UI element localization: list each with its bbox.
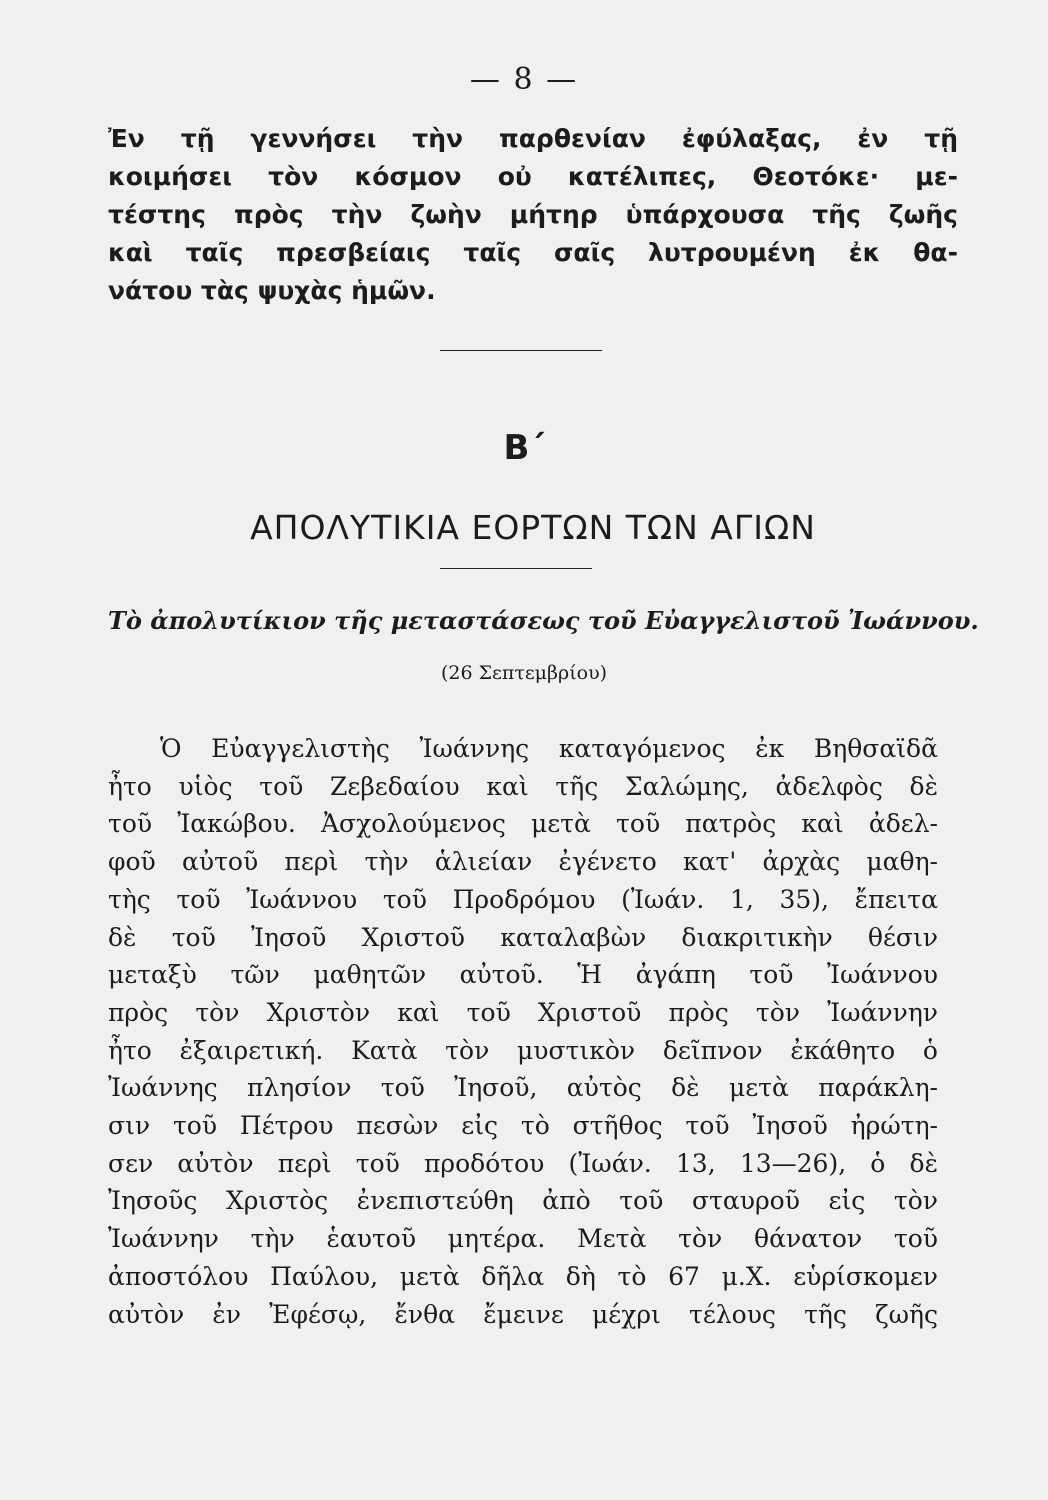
body-paragraph [108,730,938,1333]
divider-rule [440,350,602,351]
body-line: τοῦ Ἰακώβου. Ἀσχολούμενος μετὰ τοῦ πατρὸς καὶ ἀδελ- [108,809,938,839]
hymn-line: Ἐν τῇ γεννήσει τὴν παρθενίαν ἐφύλαξας, ἐν τῇ [108,124,958,153]
body-line: ἀποστόλου Παύλου, μετὰ δῆλα δὴ τὸ 67 μ.Χ. εὑρίσκομεν [108,1261,938,1291]
body-line: σιν τοῦ Πέτρου πεσὼν εἰς τὸ στῆθος τοῦ Ἰησοῦ ἠρώτη- [108,1111,938,1141]
body-line: ἦτο υἱὸς τοῦ Ζεβεδαίου καὶ τῆς Σαλώμης, ἀδελφὸς δὲ [108,771,938,801]
divider-rule [440,568,592,569]
body-line: ἦτο ἐξαιρετική. Κατὰ τὸν μυστικὸν δεῖπνον ἐκάθητο ὁ [108,1035,938,1065]
body-line: Ἰωάννην τὴν ἑαυτοῦ μητέρα. Μετὰ τὸν θάνατον τοῦ [108,1224,938,1254]
body-line: μεταξὺ τῶν μαθητῶν αὐτοῦ. Ἡ ἀγάπη τοῦ Ἰωάννου [108,960,938,990]
section-title: ΑΠΟΛΥΤΙΚΙΑ ΕΟΡΤΩΝ ΤΩΝ ΑΓΙΩΝ [250,508,816,547]
feast-date: (26 Σεπτεμβρίου) [440,662,608,684]
hymn-line: τέστης πρὸς τὴν ζωὴν μήτηρ ὑπάρχουσα τῆς ζωῆς [108,200,958,229]
body-line: δὲ τοῦ Ἰησοῦ Χριστοῦ καταλαβὼν διακριτικὴν θέσιν [108,922,938,952]
hymn-subtitle: Τὸ ἀπολυτίκιον τῆς μεταστάσεως τοῦ Εὐαγγελιστοῦ Ἰωάννου. [108,606,979,635]
section-letter: Β΄ [503,428,545,468]
hymn-line: κοιμήσει τὸν κόσμον οὐ κατέλιπες, Θεοτόκε· με- [108,162,958,191]
hymn-line: καὶ ταῖς πρεσβείαις ταῖς σαῖς λυτρουμένη ἐκ θα- [108,238,958,267]
body-line: Ὁ Εὐαγγελιστὴς Ἰωάννης καταγόμενος ἐκ Βηθσαϊδᾶ [160,734,938,763]
body-line: τὴς τοῦ Ἰωάννου τοῦ Προδρόμου (Ἰωάν. 1, 35), ἔπειτα [108,884,938,914]
body-line: Ἰησοῦς Χριστὸς ἐνεπιστεύθη ἀπὸ τοῦ σταυροῦ εἰς τὸν [108,1186,938,1216]
page-number: — 8 — [469,62,579,97]
body-line: φοῦ αὐτοῦ περὶ τὴν ἁλιείαν ἐγένετο κατ' ἀρχὰς μαθη- [108,847,938,877]
hymn-text [108,120,958,310]
hymn-line: νάτου τὰς ψυχὰς ἡμῶν. [108,276,436,305]
body-line: αὐτὸν ἐν Ἐφέσῳ, ἔνθα ἔμεινε μέχρι τέλους τῆς ζωῆς [108,1299,938,1329]
body-line: πρὸς τὸν Χριστὸν καὶ τοῦ Χριστοῦ πρὸς τὸν Ἰωάννην [108,997,938,1027]
body-line: σεν αὐτὸν περὶ τοῦ προδότου (Ἰωάν. 13, 13—26), ὁ δὲ [108,1148,938,1178]
body-line: Ἰωάννης πλησίον τοῦ Ἰησοῦ, αὐτὸς δὲ μετὰ παράκλη- [108,1073,938,1103]
